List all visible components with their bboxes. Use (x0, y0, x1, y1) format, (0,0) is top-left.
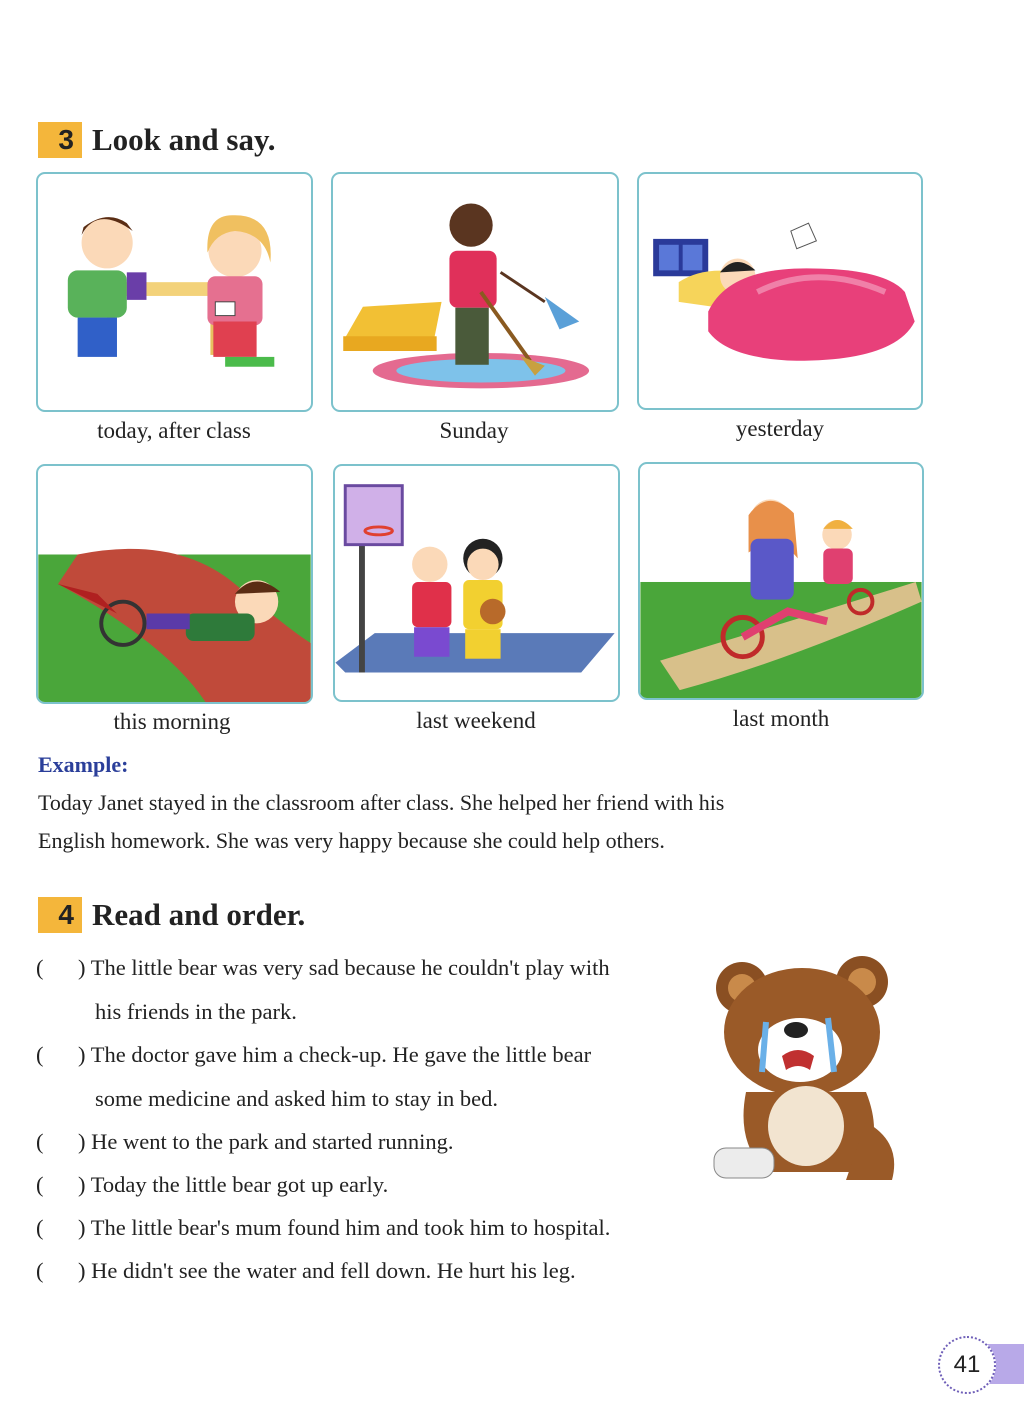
boy-sweeping-illustration (333, 174, 617, 410)
order-item-4 (36, 1163, 716, 1207)
order-item-3 (36, 1120, 716, 1164)
caption-2: Sunday (439, 418, 509, 443)
answer-blank[interactable]: ( (36, 1172, 44, 1197)
caption-3: yesterday (735, 416, 825, 441)
section-4-header (38, 897, 305, 933)
answer-blank[interactable]: ( (36, 1042, 44, 1067)
boy-fell-illustration (38, 466, 311, 702)
item-text: ) The little bear was very sad because he couldn't play with (78, 955, 610, 980)
answer-blank[interactable]: ( (36, 1215, 44, 1240)
order-item-2 (36, 1033, 716, 1121)
item-text: ) He didn't see the water and fell down. He hurt his leg. (78, 1258, 576, 1283)
order-item-5 (36, 1206, 716, 1250)
example-line-1: Today Janet stayed in the classroom after class. She helped her friend with his (38, 790, 725, 815)
order-item-6 (36, 1249, 716, 1293)
page-number: 41 (938, 1336, 996, 1394)
section-number: 3 (38, 122, 82, 158)
section-title: Read and order. (92, 897, 306, 932)
answer-blank[interactable]: ( (36, 1129, 44, 1154)
example-text (38, 784, 878, 860)
picture-boy-in-bed (637, 172, 923, 410)
example-line-2: English homework. She was very happy because she could help others. (38, 828, 665, 853)
section-title: Look and say. (92, 122, 276, 157)
section-number: 4 (38, 897, 82, 933)
item-text: ) He went to the park and started running. (78, 1129, 454, 1154)
answer-blank[interactable]: ( (36, 955, 44, 980)
girls-biking-illustration (640, 464, 922, 698)
section-3-header (38, 122, 276, 158)
crying-bear-illustration (706, 952, 906, 1192)
item-text: ) The little bear's mum found him and took him to hospital. (78, 1215, 611, 1240)
caption-4: this morning (113, 709, 231, 734)
bear-icon (706, 952, 906, 1192)
kids-reading-illustration (38, 174, 311, 410)
picture-girls-biking (638, 462, 924, 700)
order-item-1 (36, 946, 716, 1034)
picture-basketball (333, 464, 620, 702)
caption-5: last weekend (416, 708, 536, 733)
item-text-line-2: his friends in the park. (95, 999, 297, 1024)
caption-6: last month (732, 706, 830, 731)
boy-in-bed-illustration (639, 174, 921, 408)
picture-boy-fell (36, 464, 313, 704)
item-text: ) The doctor gave him a check-up. He gave the little bear (78, 1042, 592, 1067)
caption-1: today, after class (97, 418, 251, 443)
item-text-line-2: some medicine and asked him to stay in bed. (95, 1086, 499, 1111)
picture-kids-reading (36, 172, 313, 412)
item-text: ) Today the little bear got up early. (78, 1172, 389, 1197)
basketball-illustration (335, 466, 618, 700)
example-label: Example: (38, 752, 129, 777)
picture-boy-sweeping (331, 172, 619, 412)
answer-blank[interactable]: ( (36, 1258, 44, 1283)
